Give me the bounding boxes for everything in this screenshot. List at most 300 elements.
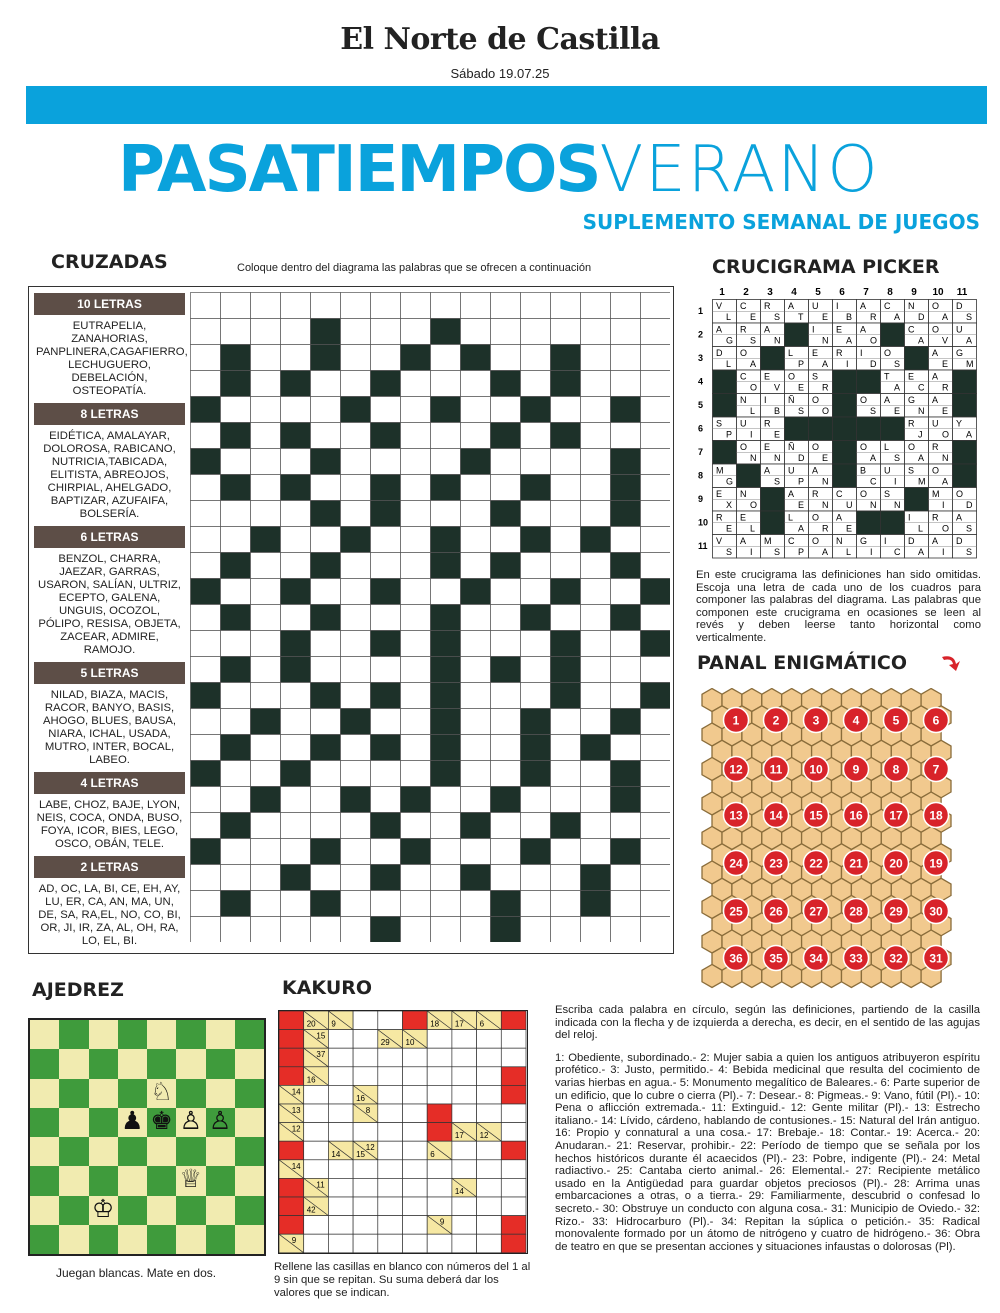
blank-cell[interactable] bbox=[611, 371, 641, 397]
blank-cell[interactable] bbox=[191, 371, 221, 397]
chess-square[interactable] bbox=[176, 1137, 205, 1166]
blank-cell[interactable] bbox=[341, 813, 371, 839]
blank-cell[interactable] bbox=[401, 605, 431, 631]
kakuro-blank-cell[interactable] bbox=[501, 1197, 526, 1216]
blank-cell[interactable] bbox=[341, 891, 371, 917]
kakuro-blank-cell[interactable] bbox=[328, 1234, 353, 1253]
blank-cell[interactable] bbox=[371, 397, 401, 423]
kakuro-blank-cell[interactable] bbox=[477, 1085, 502, 1104]
blank-cell[interactable] bbox=[251, 735, 281, 761]
blank-cell[interactable] bbox=[221, 579, 251, 605]
blank-cell[interactable] bbox=[401, 449, 431, 475]
blank-cell[interactable] bbox=[461, 891, 491, 917]
blank-cell[interactable] bbox=[641, 813, 671, 839]
blank-cell[interactable] bbox=[431, 345, 461, 371]
kakuro-blank-cell[interactable] bbox=[328, 1104, 353, 1123]
blank-cell[interactable] bbox=[491, 293, 521, 319]
blank-cell[interactable] bbox=[491, 735, 521, 761]
blank-cell[interactable] bbox=[221, 683, 251, 709]
blank-cell[interactable] bbox=[611, 735, 641, 761]
blank-cell[interactable] bbox=[521, 345, 551, 371]
blank-cell[interactable] bbox=[191, 475, 221, 501]
kakuro-blank-cell[interactable] bbox=[477, 1197, 502, 1216]
blank-cell[interactable] bbox=[521, 657, 551, 683]
chess-square[interactable] bbox=[30, 1166, 59, 1195]
blank-cell[interactable] bbox=[401, 709, 431, 735]
blank-cell[interactable] bbox=[311, 293, 341, 319]
blank-cell[interactable] bbox=[281, 839, 311, 865]
blank-cell[interactable] bbox=[491, 683, 521, 709]
blank-cell[interactable] bbox=[281, 787, 311, 813]
kakuro-blank-cell[interactable] bbox=[403, 1067, 428, 1086]
blank-cell[interactable] bbox=[611, 579, 641, 605]
chess-square[interactable] bbox=[118, 1049, 147, 1078]
kakuro-blank-cell[interactable] bbox=[353, 1030, 378, 1049]
blank-cell[interactable] bbox=[581, 423, 611, 449]
blank-cell[interactable] bbox=[551, 449, 581, 475]
blank-cell[interactable] bbox=[581, 761, 611, 787]
blank-cell[interactable] bbox=[281, 345, 311, 371]
blank-cell[interactable] bbox=[251, 683, 281, 709]
blank-cell[interactable] bbox=[221, 397, 251, 423]
blank-cell[interactable] bbox=[641, 501, 671, 527]
blank-cell[interactable] bbox=[641, 423, 671, 449]
chess-square[interactable] bbox=[118, 1079, 147, 1108]
blank-cell[interactable] bbox=[311, 709, 341, 735]
blank-cell[interactable] bbox=[311, 917, 341, 943]
kakuro-blank-cell[interactable] bbox=[452, 1048, 477, 1067]
blank-cell[interactable] bbox=[371, 839, 401, 865]
blank-cell[interactable] bbox=[311, 423, 341, 449]
blank-cell[interactable] bbox=[371, 553, 401, 579]
blank-cell[interactable] bbox=[641, 839, 671, 865]
blank-cell[interactable] bbox=[251, 319, 281, 345]
blank-cell[interactable] bbox=[521, 813, 551, 839]
kakuro-blank-cell[interactable] bbox=[353, 1178, 378, 1197]
chess-square[interactable] bbox=[30, 1196, 59, 1225]
blank-cell[interactable] bbox=[551, 605, 581, 631]
blank-cell[interactable] bbox=[611, 657, 641, 683]
blank-cell[interactable] bbox=[281, 293, 311, 319]
blank-cell[interactable] bbox=[581, 293, 611, 319]
kakuro-blank-cell[interactable] bbox=[477, 1048, 502, 1067]
blank-cell[interactable] bbox=[311, 371, 341, 397]
blank-cell[interactable] bbox=[551, 475, 581, 501]
blank-cell[interactable] bbox=[551, 839, 581, 865]
blank-cell[interactable] bbox=[311, 631, 341, 657]
kakuro-blank-cell[interactable] bbox=[378, 1011, 403, 1030]
chess-square[interactable] bbox=[235, 1166, 264, 1195]
blank-cell[interactable] bbox=[401, 319, 431, 345]
blank-cell[interactable] bbox=[491, 631, 521, 657]
blank-cell[interactable] bbox=[251, 865, 281, 891]
blank-cell[interactable] bbox=[491, 449, 521, 475]
blank-cell[interactable] bbox=[431, 865, 461, 891]
blank-cell[interactable] bbox=[641, 761, 671, 787]
chess-square[interactable] bbox=[176, 1020, 205, 1049]
blank-cell[interactable] bbox=[551, 319, 581, 345]
blank-cell[interactable] bbox=[461, 397, 491, 423]
kakuro-blank-cell[interactable] bbox=[328, 1216, 353, 1235]
blank-cell[interactable] bbox=[641, 475, 671, 501]
blank-cell[interactable] bbox=[401, 631, 431, 657]
blank-cell[interactable] bbox=[581, 657, 611, 683]
blank-cell[interactable] bbox=[521, 631, 551, 657]
blank-cell[interactable] bbox=[401, 423, 431, 449]
blank-cell[interactable] bbox=[461, 553, 491, 579]
blank-cell[interactable] bbox=[191, 319, 221, 345]
blank-cell[interactable] bbox=[551, 787, 581, 813]
kakuro-blank-cell[interactable] bbox=[353, 1011, 378, 1030]
blank-cell[interactable] bbox=[191, 865, 221, 891]
blank-cell[interactable] bbox=[341, 319, 371, 345]
blank-cell[interactable] bbox=[341, 423, 371, 449]
blank-cell[interactable] bbox=[581, 345, 611, 371]
blank-cell[interactable] bbox=[521, 683, 551, 709]
kakuro-blank-cell[interactable] bbox=[304, 1234, 329, 1253]
blank-cell[interactable] bbox=[191, 631, 221, 657]
blank-cell[interactable] bbox=[311, 787, 341, 813]
blank-cell[interactable] bbox=[641, 553, 671, 579]
chess-square[interactable] bbox=[59, 1137, 88, 1166]
blank-cell[interactable] bbox=[221, 449, 251, 475]
blank-cell[interactable] bbox=[191, 345, 221, 371]
blank-cell[interactable] bbox=[401, 917, 431, 943]
blank-cell[interactable] bbox=[641, 787, 671, 813]
kakuro-blank-cell[interactable] bbox=[477, 1216, 502, 1235]
blank-cell[interactable] bbox=[311, 475, 341, 501]
blank-cell[interactable] bbox=[221, 865, 251, 891]
kakuro-blank-cell[interactable] bbox=[378, 1048, 403, 1067]
blank-cell[interactable] bbox=[551, 891, 581, 917]
chess-piece[interactable]: ♙ bbox=[179, 1105, 203, 1135]
kakuro-blank-cell[interactable] bbox=[501, 1030, 526, 1049]
blank-cell[interactable] bbox=[311, 657, 341, 683]
blank-cell[interactable] bbox=[491, 865, 521, 891]
blank-cell[interactable] bbox=[401, 371, 431, 397]
blank-cell[interactable] bbox=[251, 397, 281, 423]
blank-cell[interactable] bbox=[431, 423, 461, 449]
chess-square[interactable] bbox=[30, 1225, 59, 1254]
chess-piece[interactable]: ♚ bbox=[150, 1105, 173, 1135]
blank-cell[interactable] bbox=[221, 501, 251, 527]
blank-cell[interactable] bbox=[461, 839, 491, 865]
kakuro-blank-cell[interactable] bbox=[501, 1048, 526, 1067]
kakuro-blank-cell[interactable] bbox=[403, 1104, 428, 1123]
blank-cell[interactable] bbox=[251, 839, 281, 865]
blank-cell[interactable] bbox=[341, 657, 371, 683]
kakuro-blank-cell[interactable] bbox=[304, 1085, 329, 1104]
chess-square[interactable] bbox=[89, 1225, 118, 1254]
blank-cell[interactable] bbox=[281, 553, 311, 579]
chess-square[interactable] bbox=[147, 1196, 176, 1225]
blank-cell[interactable] bbox=[341, 683, 371, 709]
blank-cell[interactable] bbox=[611, 293, 641, 319]
kakuro-blank-cell[interactable] bbox=[403, 1141, 428, 1160]
kakuro-blank-cell[interactable] bbox=[477, 1160, 502, 1179]
chess-square[interactable] bbox=[206, 1020, 235, 1049]
chess-piece[interactable]: ♙ bbox=[208, 1105, 232, 1135]
chess-square[interactable] bbox=[235, 1137, 264, 1166]
chess-square[interactable] bbox=[147, 1020, 176, 1049]
kakuro-blank-cell[interactable] bbox=[452, 1197, 477, 1216]
blank-cell[interactable] bbox=[491, 319, 521, 345]
chess-square[interactable] bbox=[30, 1079, 59, 1108]
kakuro-blank-cell[interactable] bbox=[353, 1216, 378, 1235]
blank-cell[interactable] bbox=[641, 917, 671, 943]
blank-cell[interactable] bbox=[281, 449, 311, 475]
kakuro-blank-cell[interactable] bbox=[427, 1234, 452, 1253]
blank-cell[interactable] bbox=[251, 475, 281, 501]
blank-cell[interactable] bbox=[281, 527, 311, 553]
blank-cell[interactable] bbox=[371, 709, 401, 735]
kakuro-blank-cell[interactable] bbox=[452, 1104, 477, 1123]
honeycomb-cell[interactable] bbox=[742, 965, 762, 988]
kakuro-blank-cell[interactable] bbox=[304, 1141, 329, 1160]
chess-square[interactable] bbox=[147, 1137, 176, 1166]
blank-cell[interactable] bbox=[461, 605, 491, 631]
blank-cell[interactable] bbox=[431, 579, 461, 605]
kakuro-blank-cell[interactable] bbox=[477, 1030, 502, 1049]
kakuro-blank-cell[interactable] bbox=[328, 1030, 353, 1049]
blank-cell[interactable] bbox=[251, 657, 281, 683]
kakuro-blank-cell[interactable] bbox=[427, 1178, 452, 1197]
blank-cell[interactable] bbox=[341, 579, 371, 605]
blank-cell[interactable] bbox=[641, 891, 671, 917]
blank-cell[interactable] bbox=[491, 397, 521, 423]
blank-cell[interactable] bbox=[431, 293, 461, 319]
chess-square[interactable] bbox=[59, 1079, 88, 1108]
blank-cell[interactable] bbox=[551, 527, 581, 553]
kakuro-blank-cell[interactable] bbox=[378, 1141, 403, 1160]
blank-cell[interactable] bbox=[521, 449, 551, 475]
kakuro-blank-cell[interactable] bbox=[403, 1160, 428, 1179]
chess-square[interactable] bbox=[118, 1166, 147, 1195]
chess-square[interactable] bbox=[235, 1225, 264, 1254]
blank-cell[interactable] bbox=[251, 579, 281, 605]
blank-cell[interactable] bbox=[341, 735, 371, 761]
blank-cell[interactable] bbox=[491, 345, 521, 371]
kakuro-blank-cell[interactable] bbox=[328, 1160, 353, 1179]
blank-cell[interactable] bbox=[551, 709, 581, 735]
blank-cell[interactable] bbox=[551, 761, 581, 787]
blank-cell[interactable] bbox=[581, 371, 611, 397]
chess-square[interactable] bbox=[235, 1108, 264, 1137]
chess-square[interactable] bbox=[147, 1049, 176, 1078]
kakuro-blank-cell[interactable] bbox=[378, 1123, 403, 1142]
blank-cell[interactable] bbox=[251, 917, 281, 943]
chess-square[interactable] bbox=[59, 1166, 88, 1195]
blank-cell[interactable] bbox=[581, 397, 611, 423]
kakuro-blank-cell[interactable] bbox=[378, 1178, 403, 1197]
kakuro-blank-cell[interactable] bbox=[328, 1067, 353, 1086]
blank-cell[interactable] bbox=[551, 917, 581, 943]
chess-square[interactable] bbox=[59, 1049, 88, 1078]
blank-cell[interactable] bbox=[221, 917, 251, 943]
chess-square[interactable] bbox=[235, 1079, 264, 1108]
blank-cell[interactable] bbox=[491, 709, 521, 735]
blank-cell[interactable] bbox=[581, 579, 611, 605]
blank-cell[interactable] bbox=[221, 631, 251, 657]
blank-cell[interactable] bbox=[251, 371, 281, 397]
blank-cell[interactable] bbox=[191, 735, 221, 761]
blank-cell[interactable] bbox=[581, 449, 611, 475]
blank-cell[interactable] bbox=[581, 553, 611, 579]
blank-cell[interactable] bbox=[401, 501, 431, 527]
kakuro-blank-cell[interactable] bbox=[452, 1160, 477, 1179]
kakuro-blank-cell[interactable] bbox=[378, 1067, 403, 1086]
blank-cell[interactable] bbox=[521, 553, 551, 579]
blank-cell[interactable] bbox=[281, 605, 311, 631]
blank-cell[interactable] bbox=[251, 293, 281, 319]
kakuro-blank-cell[interactable] bbox=[378, 1085, 403, 1104]
kakuro-blank-cell[interactable] bbox=[452, 1141, 477, 1160]
kakuro-blank-cell[interactable] bbox=[427, 1085, 452, 1104]
kakuro-blank-cell[interactable] bbox=[403, 1197, 428, 1216]
blank-cell[interactable] bbox=[221, 293, 251, 319]
blank-cell[interactable] bbox=[401, 397, 431, 423]
blank-cell[interactable] bbox=[611, 865, 641, 891]
blank-cell[interactable] bbox=[371, 787, 401, 813]
kakuro-blank-cell[interactable] bbox=[452, 1030, 477, 1049]
blank-cell[interactable] bbox=[281, 813, 311, 839]
chess-square[interactable] bbox=[30, 1108, 59, 1137]
kakuro-blank-cell[interactable] bbox=[353, 1067, 378, 1086]
blank-cell[interactable] bbox=[461, 527, 491, 553]
chess-piece[interactable]: ♟ bbox=[121, 1105, 144, 1135]
blank-cell[interactable] bbox=[311, 865, 341, 891]
blank-cell[interactable] bbox=[401, 553, 431, 579]
kakuro-blank-cell[interactable] bbox=[304, 1160, 329, 1179]
kakuro-blank-cell[interactable] bbox=[452, 1216, 477, 1235]
blank-cell[interactable] bbox=[341, 293, 371, 319]
blank-cell[interactable] bbox=[191, 527, 221, 553]
blank-cell[interactable] bbox=[311, 397, 341, 423]
blank-cell[interactable] bbox=[581, 475, 611, 501]
blank-cell[interactable] bbox=[521, 293, 551, 319]
blank-cell[interactable] bbox=[371, 527, 401, 553]
blank-cell[interactable] bbox=[431, 449, 461, 475]
blank-cell[interactable] bbox=[461, 657, 491, 683]
blank-cell[interactable] bbox=[311, 761, 341, 787]
chess-square[interactable] bbox=[206, 1196, 235, 1225]
blank-cell[interactable] bbox=[431, 501, 461, 527]
blank-cell[interactable] bbox=[521, 917, 551, 943]
kakuro-blank-cell[interactable] bbox=[353, 1197, 378, 1216]
blank-cell[interactable] bbox=[341, 371, 371, 397]
blank-cell[interactable] bbox=[371, 605, 401, 631]
blank-cell[interactable] bbox=[461, 683, 491, 709]
blank-cell[interactable] bbox=[371, 761, 401, 787]
kakuro-blank-cell[interactable] bbox=[403, 1234, 428, 1253]
blank-cell[interactable] bbox=[251, 631, 281, 657]
kakuro-blank-cell[interactable] bbox=[328, 1085, 353, 1104]
blank-cell[interactable] bbox=[281, 917, 311, 943]
chess-square[interactable] bbox=[59, 1108, 88, 1137]
blank-cell[interactable] bbox=[641, 657, 671, 683]
chess-square[interactable] bbox=[89, 1108, 118, 1137]
blank-cell[interactable] bbox=[461, 423, 491, 449]
blank-cell[interactable] bbox=[611, 891, 641, 917]
chess-square[interactable] bbox=[206, 1166, 235, 1195]
blank-cell[interactable] bbox=[491, 761, 521, 787]
blank-cell[interactable] bbox=[341, 501, 371, 527]
blank-cell[interactable] bbox=[401, 293, 431, 319]
blank-cell[interactable] bbox=[641, 709, 671, 735]
blank-cell[interactable] bbox=[581, 319, 611, 345]
blank-cell[interactable] bbox=[341, 475, 371, 501]
blank-cell[interactable] bbox=[221, 319, 251, 345]
kakuro-blank-cell[interactable] bbox=[304, 1216, 329, 1235]
chess-square[interactable] bbox=[235, 1049, 264, 1078]
blank-cell[interactable] bbox=[641, 397, 671, 423]
blank-cell[interactable] bbox=[401, 865, 431, 891]
blank-cell[interactable] bbox=[491, 839, 521, 865]
blank-cell[interactable] bbox=[611, 319, 641, 345]
chess-piece[interactable]: ♕ bbox=[179, 1164, 203, 1194]
blank-cell[interactable] bbox=[431, 787, 461, 813]
kakuro-blank-cell[interactable] bbox=[501, 1104, 526, 1123]
blank-cell[interactable] bbox=[251, 891, 281, 917]
chess-square[interactable] bbox=[176, 1196, 205, 1225]
kakuro-blank-cell[interactable] bbox=[427, 1030, 452, 1049]
blank-cell[interactable] bbox=[191, 423, 221, 449]
chess-square[interactable] bbox=[89, 1137, 118, 1166]
kakuro-blank-cell[interactable] bbox=[328, 1178, 353, 1197]
kakuro-blank-cell[interactable] bbox=[501, 1178, 526, 1197]
blank-cell[interactable] bbox=[251, 761, 281, 787]
kakuro-blank-cell[interactable] bbox=[353, 1123, 378, 1142]
blank-cell[interactable] bbox=[431, 917, 461, 943]
chess-square[interactable] bbox=[176, 1079, 205, 1108]
blank-cell[interactable] bbox=[581, 501, 611, 527]
blank-cell[interactable] bbox=[251, 501, 281, 527]
chess-square[interactable] bbox=[147, 1166, 176, 1195]
kakuro-blank-cell[interactable] bbox=[403, 1216, 428, 1235]
chess-square[interactable] bbox=[89, 1166, 118, 1195]
kakuro-blank-cell[interactable] bbox=[477, 1178, 502, 1197]
chess-square[interactable] bbox=[118, 1137, 147, 1166]
kakuro-blank-cell[interactable] bbox=[452, 1085, 477, 1104]
kakuro-blank-cell[interactable] bbox=[452, 1067, 477, 1086]
kakuro-blank-cell[interactable] bbox=[403, 1085, 428, 1104]
kakuro-blank-cell[interactable] bbox=[427, 1048, 452, 1067]
blank-cell[interactable] bbox=[581, 839, 611, 865]
blank-cell[interactable] bbox=[401, 813, 431, 839]
blank-cell[interactable] bbox=[341, 631, 371, 657]
blank-cell[interactable] bbox=[611, 683, 641, 709]
blank-cell[interactable] bbox=[521, 865, 551, 891]
blank-cell[interactable] bbox=[491, 813, 521, 839]
blank-cell[interactable] bbox=[521, 787, 551, 813]
blank-cell[interactable] bbox=[551, 553, 581, 579]
blank-cell[interactable] bbox=[221, 839, 251, 865]
blank-cell[interactable] bbox=[521, 423, 551, 449]
blank-cell[interactable] bbox=[191, 709, 221, 735]
blank-cell[interactable] bbox=[401, 891, 431, 917]
blank-cell[interactable] bbox=[641, 527, 671, 553]
blank-cell[interactable] bbox=[191, 657, 221, 683]
chess-square[interactable] bbox=[59, 1196, 88, 1225]
chess-square[interactable] bbox=[118, 1020, 147, 1049]
blank-cell[interactable] bbox=[281, 735, 311, 761]
blank-cell[interactable] bbox=[341, 345, 371, 371]
blank-cell[interactable] bbox=[641, 293, 671, 319]
blank-cell[interactable] bbox=[191, 605, 221, 631]
blank-cell[interactable] bbox=[251, 605, 281, 631]
blank-cell[interactable] bbox=[641, 735, 671, 761]
kakuro-blank-cell[interactable] bbox=[378, 1216, 403, 1235]
